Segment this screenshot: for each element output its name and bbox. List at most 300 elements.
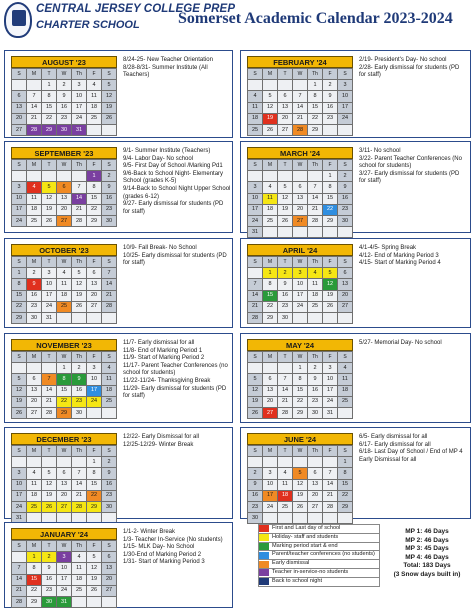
day-cell: 19 [12,396,27,407]
month-title: SEPTEMBER '23 [11,147,117,159]
event-item: 2/28- Early dismissal for students (PD for staff) [359,64,460,79]
day-cell: 8 [57,374,72,385]
day-cell: 26 [87,585,102,596]
weekday-header: S [12,446,27,457]
day-cell [323,457,338,468]
event-item: 9/27- Early dismissal for students (PD for staff) [123,201,224,215]
day-cell: 23 [323,113,338,124]
day-cell: 14 [72,479,87,490]
day-cell: 17 [72,102,87,113]
day-cell: 2 [42,552,57,563]
day-cell: 2 [102,171,117,182]
weekday-header: S [102,69,117,80]
month-events [359,434,467,464]
weekday-header: F [87,541,102,552]
day-cell: 14 [12,574,27,585]
legend-label: Teacher in-service-no students [272,568,349,575]
day-cell [87,596,102,607]
weekday-header: T [42,446,57,457]
weekday-header: M [27,541,42,552]
month-grid [247,256,353,324]
day-cell: 25 [338,396,353,407]
day-cell [278,227,293,238]
day-cell: 11 [338,374,353,385]
day-cell: 26 [293,501,308,512]
day-cell: 27 [87,301,102,312]
month-title: OCTOBER '23 [11,244,117,256]
day-cell: 16 [102,193,117,204]
day-cell [248,268,263,279]
day-cell: 9 [27,279,42,290]
day-cell: 30 [27,312,42,323]
day-cell: 8 [27,563,42,574]
day-cell: 18 [308,290,323,301]
day-cell [102,312,117,323]
day-cell: 23 [248,501,263,512]
month-panel [4,141,233,233]
header [0,0,474,44]
legend-swatch [259,561,269,568]
school-name: CENTRAL JERSEY COLLEGE PREP [36,3,236,15]
day-cell: 19 [248,396,263,407]
day-cell: 15 [323,193,338,204]
event-item: 3/27- Early dismissal for students (PD for staff) [359,170,460,185]
day-cell [42,457,57,468]
day-cell: 13 [308,479,323,490]
day-cell: 30 [338,215,353,226]
weekday-header: S [248,69,263,80]
weekday-header: W [57,69,72,80]
day-cell: 16 [248,490,263,501]
day-cell: 25 [102,396,117,407]
day-cell: 9 [308,374,323,385]
day-cell: 7 [323,468,338,479]
day-cell: 9 [57,91,72,102]
day-cell: 2 [102,457,117,468]
day-cell: 3 [72,80,87,91]
day-cell: 16 [323,102,338,113]
day-cell: 13 [278,102,293,113]
weekday-header: W [57,257,72,268]
weekday-header: S [338,160,353,171]
day-cell: 31 [248,227,263,238]
day-cell: 11 [263,193,278,204]
month-panel [240,427,471,519]
day-cell: 7 [72,182,87,193]
day-cell: 7 [72,468,87,479]
day-cell: 10 [293,279,308,290]
day-cell: 27 [308,501,323,512]
event-item: 8/28-8/31- Summer Institute (All Teachers) [123,64,208,79]
event-item: 1/30-End of Marking Period 2 [123,551,202,558]
day-cell: 12 [263,102,278,113]
weekday-header: F [323,352,338,363]
day-cell: 25 [57,301,72,312]
legend-label: Marking period start & end [272,542,338,549]
school-name-line2: CHARTER SCHOOL [36,19,140,31]
weekday-header: F [323,160,338,171]
legend-swatch [259,569,269,576]
day-cell: 21 [248,301,263,312]
day-cell: 20 [263,396,278,407]
day-cell: 5 [263,91,278,102]
day-cell [248,80,263,91]
day-cell: 23 [278,301,293,312]
day-cell: 4 [308,268,323,279]
page-title: Somerset Academic Calendar 2023-2024 [178,10,453,27]
day-cell: 5 [87,552,102,563]
marking-period-line: MP 2: 46 Days [405,536,449,544]
day-cell [278,171,293,182]
month-title: MAY '24 [247,339,353,351]
day-cell: 9 [278,279,293,290]
day-cell: 19 [102,102,117,113]
day-cell: 16 [278,290,293,301]
day-cell: 6 [87,268,102,279]
weekday-header: Th [308,69,323,80]
day-cell: 14 [248,290,263,301]
legend-item [258,543,380,552]
day-cell: 25 [248,124,263,135]
day-cell [42,363,57,374]
day-cell: 4 [278,468,293,479]
day-cell: 3 [42,268,57,279]
day-cell: 10 [42,279,57,290]
month-panel [240,333,471,423]
weekday-header: S [248,446,263,457]
day-cell [323,227,338,238]
day-cell: 29 [27,596,42,607]
day-cell: 7 [27,91,42,102]
day-cell: 25 [278,501,293,512]
day-cell: 31 [323,407,338,418]
day-cell: 4 [248,91,263,102]
day-cell: 29 [87,215,102,226]
day-cell: 27 [278,124,293,135]
event-item: 9/1- Summer Institute (Teachers) [123,148,211,154]
month-events [359,148,467,186]
day-cell: 8 [308,91,323,102]
day-cell: 17 [57,574,72,585]
event-item: 1/3- Teacher In-Service (No students) [123,536,223,543]
day-cell: 3 [338,80,353,91]
day-cell: 5 [248,374,263,385]
day-cell: 1 [87,457,102,468]
weekday-header: T [42,160,57,171]
day-cell: 30 [278,312,293,323]
event-item: 11/29- Early dismissal for students (PD for staff) [123,385,227,400]
day-cell: 11 [308,279,323,290]
month-calendar [11,244,117,324]
weekday-header: W [57,352,72,363]
day-cell: 2 [338,171,353,182]
school-seal-icon [4,2,32,38]
day-cell: 17 [12,204,27,215]
day-cell: 3 [323,363,338,374]
month-panel [240,238,471,328]
month-events [123,340,231,401]
day-cell: 15 [293,385,308,396]
day-cell: 30 [102,501,117,512]
marking-period-line: (3 Snow days built in) [393,570,461,578]
day-cell: 28 [102,301,117,312]
day-cell [72,171,87,182]
weekday-header: M [27,69,42,80]
day-cell: 1 [308,80,323,91]
weekday-header: S [102,541,117,552]
day-cell: 12 [248,385,263,396]
day-cell: 21 [293,113,308,124]
day-cell: 16 [42,574,57,585]
weekday-header: M [263,352,278,363]
month-grid [11,256,117,324]
day-cell: 29 [338,501,353,512]
event-item: 6/5- Early dismissal for all [359,434,428,440]
day-cell: 22 [308,113,323,124]
weekday-header: W [57,446,72,457]
day-cell: 6 [338,268,353,279]
weekday-header: T [278,352,293,363]
weekday-header: F [323,446,338,457]
day-cell [87,407,102,418]
day-cell: 22 [323,204,338,215]
weekday-header: S [12,160,27,171]
day-cell: 3 [57,552,72,563]
day-cell [278,513,293,524]
day-cell: 30 [72,407,87,418]
day-cell: 25 [27,215,42,226]
day-cell [338,513,353,524]
event-item: 9/5- First Day of School /Marking Pd1 [123,163,223,170]
month-grid [11,351,117,419]
event-item: 9/4- Labor Day- No school [123,155,194,162]
day-cell: 5 [102,80,117,91]
day-cell: 7 [293,91,308,102]
day-cell: 1 [263,268,278,279]
day-cell: 6 [27,374,42,385]
day-cell: 29 [293,407,308,418]
day-cell: 5 [293,468,308,479]
marking-period-line: Total: 183 Days [403,562,451,569]
event-item: 10/25- Early dismissal for students (PD for staff) [123,252,227,267]
weekday-header: S [12,257,27,268]
day-cell: 13 [57,479,72,490]
weekday-header: T [42,257,57,268]
day-cell: 4 [27,468,42,479]
day-cell: 9 [323,91,338,102]
weekday-header: M [27,257,42,268]
day-cell: 14 [293,102,308,113]
weekday-header: Th [72,69,87,80]
month-grid [11,159,117,227]
weekday-header: T [42,69,57,80]
weekday-header: T [278,446,293,457]
event-item: 8/24-25- New Teacher Orientation [123,57,213,63]
day-cell: 1 [12,268,27,279]
day-cell: 8 [323,182,338,193]
day-cell: 2 [278,268,293,279]
day-cell [263,363,278,374]
event-item: 12/25-12/29- Winter Break [123,441,194,448]
month-calendar [247,244,353,324]
day-cell: 17 [12,490,27,501]
day-cell [308,457,323,468]
day-cell: 8 [12,279,27,290]
day-cell: 11 [278,479,293,490]
day-cell: 2 [57,80,72,91]
day-cell: 1 [42,80,57,91]
day-cell [308,312,323,323]
marking-period-line: MP 3: 45 Days [405,545,449,552]
day-cell: 19 [293,490,308,501]
legend-label: First and Last day of school [272,525,341,531]
day-cell: 12 [42,479,57,490]
day-cell: 16 [57,102,72,113]
day-cell [308,171,323,182]
day-cell: 12 [323,279,338,290]
seal-shield-icon [12,10,26,26]
day-cell: 12 [72,279,87,290]
month-grid [247,159,353,238]
event-item: 1/15- MLK Day- No School [123,544,195,551]
day-cell: 15 [27,574,42,585]
weekday-header: S [102,160,117,171]
day-cell: 29 [87,501,102,512]
day-cell: 13 [293,193,308,204]
day-cell [27,171,42,182]
day-cell: 10 [263,479,278,490]
day-cell: 3 [12,468,27,479]
day-cell: 25 [308,301,323,312]
day-cell: 15 [57,385,72,396]
month-events [123,529,231,567]
month-calendar [11,339,117,419]
day-cell: 9 [102,182,117,193]
weekday-header: M [263,160,278,171]
day-cell: 7 [278,374,293,385]
day-cell: 12 [278,193,293,204]
day-cell [12,171,27,182]
day-cell: 20 [57,490,72,501]
day-cell: 22 [263,301,278,312]
weekday-header: F [87,257,102,268]
day-cell: 23 [27,301,42,312]
day-cell: 21 [308,204,323,215]
event-item: 3/11- No school [359,148,401,154]
day-cell: 8 [263,279,278,290]
weekday-header: S [102,446,117,457]
day-cell: 21 [323,490,338,501]
day-cell: 30 [308,407,323,418]
day-cell: 22 [57,396,72,407]
day-cell [102,407,117,418]
day-cell: 22 [87,490,102,501]
month-calendar [11,528,117,608]
event-item: 4/15- Start of Marking Period 4 [359,260,441,267]
day-cell [293,513,308,524]
day-cell: 24 [248,215,263,226]
legend-item [258,569,380,578]
month-title: DECEMBER '23 [11,433,117,445]
day-cell: 11 [72,563,87,574]
day-cell: 13 [87,279,102,290]
day-cell: 26 [278,215,293,226]
day-cell: 10 [57,563,72,574]
day-cell: 31 [57,596,72,607]
day-cell: 3 [263,468,278,479]
day-cell [57,457,72,468]
weekday-header: F [87,69,102,80]
day-cell: 27 [338,301,353,312]
day-cell: 18 [27,490,42,501]
day-cell: 31 [42,312,57,323]
day-cell: 19 [42,204,57,215]
day-cell: 1 [57,363,72,374]
day-cell: 18 [87,102,102,113]
day-cell [338,312,353,323]
legend [258,524,380,587]
day-cell: 24 [12,501,27,512]
legend-label: Holiday- staff and students [272,533,339,540]
month-grid [247,68,353,136]
day-cell: 16 [338,193,353,204]
day-cell: 1 [293,363,308,374]
day-cell: 21 [72,490,87,501]
day-cell: 4 [27,182,42,193]
event-item: 11/8- End of Marking Period 1 [123,347,203,354]
day-cell: 31 [72,124,87,135]
day-cell: 19 [278,204,293,215]
event-item: 6/18- Last Day of School / End of MP 4 Early Dismissal for all [359,449,463,463]
day-cell: 12 [42,193,57,204]
day-cell [293,227,308,238]
day-cell: 12 [293,479,308,490]
weekday-header: S [338,446,353,457]
day-cell: 2 [27,268,42,279]
day-cell: 11 [27,479,42,490]
day-cell: 23 [42,585,57,596]
day-cell: 18 [248,113,263,124]
day-cell: 11 [248,102,263,113]
weekday-header: S [102,257,117,268]
day-cell: 21 [27,113,42,124]
day-cell: 19 [87,574,102,585]
month-title: NOVEMBER '23 [11,339,117,351]
day-cell: 14 [42,385,57,396]
event-item: 11/7- Early dismissal for all [123,340,195,346]
day-cell [27,457,42,468]
day-cell: 29 [42,124,57,135]
day-cell [308,513,323,524]
day-cell: 15 [87,479,102,490]
month-grid [11,68,117,136]
day-cell [42,171,57,182]
day-cell: 27 [57,215,72,226]
weekday-header: M [27,160,42,171]
legend-item [258,578,380,587]
day-cell: 26 [102,113,117,124]
day-cell: 9 [248,479,263,490]
event-item: 9/14-Back to School Night Upper School (grades 6-12) [123,185,231,200]
weekday-header: M [263,446,278,457]
marking-period-line: MP 1: 46 Days [405,528,449,535]
legend-item [258,560,380,569]
day-cell: 3 [12,182,27,193]
month-title: APRIL '24 [247,244,353,256]
day-cell: 24 [12,215,27,226]
month-events [123,57,231,80]
day-cell: 30 [248,513,263,524]
